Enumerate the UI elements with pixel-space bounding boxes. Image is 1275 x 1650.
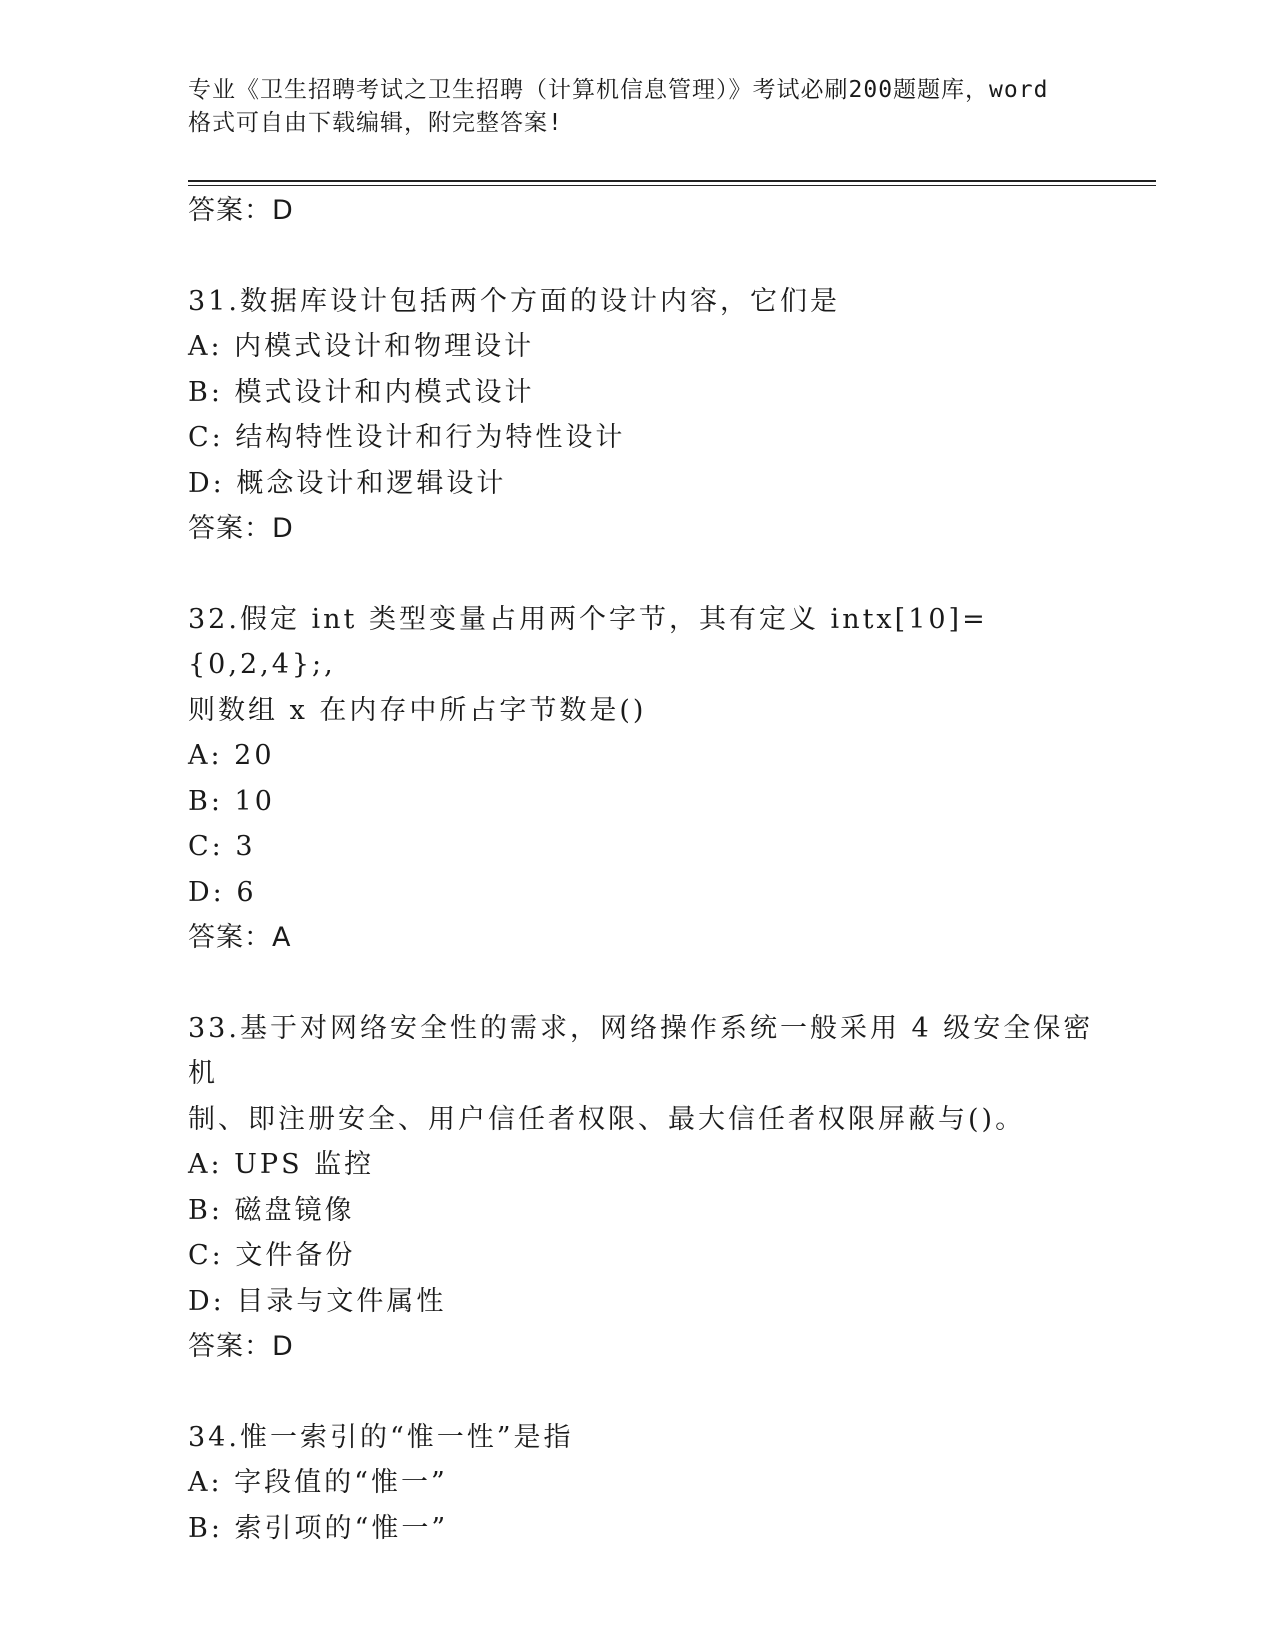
header-line-1: 专业《卫生招聘考试之卫生招聘（计算机信息管理）》考试必刷200题题库，word bbox=[188, 77, 1049, 103]
question-stem-line-2: 则数组 x 在内存中所占字节数是() bbox=[188, 694, 647, 726]
spacer bbox=[188, 234, 1128, 279]
question-block bbox=[188, 1006, 1128, 1370]
option-b: B: 10 bbox=[188, 785, 275, 817]
header-divider-thin bbox=[188, 185, 1156, 186]
option-d: D: 6 bbox=[188, 876, 257, 908]
question-stem-line-1: 33.基于对网络安全性的需求，网络操作系统一般采用 4 级安全保密机 bbox=[188, 1012, 1094, 1089]
spacer bbox=[188, 1370, 1128, 1415]
header-line-2: 格式可自由下载编辑，附完整答案! bbox=[188, 110, 563, 136]
question-stem: 31.数据库设计包括两个方面的设计内容，它们是 bbox=[188, 285, 840, 317]
spacer bbox=[188, 552, 1128, 597]
question-block bbox=[188, 279, 1128, 552]
question-list bbox=[188, 188, 1128, 1551]
document-header-note bbox=[188, 74, 1088, 140]
option-c: C: 结构特性设计和行为特性设计 bbox=[188, 422, 626, 453]
option-a: A: 内模式设计和物理设计 bbox=[188, 331, 535, 362]
option-a: A: UPS 监控 bbox=[188, 1149, 375, 1180]
answer-line: 答案：A bbox=[188, 922, 292, 953]
answer-line: 答案：D bbox=[188, 1331, 294, 1362]
question-block bbox=[188, 597, 1128, 961]
header-divider-thick bbox=[188, 180, 1156, 182]
option-b: B: 磁盘镜像 bbox=[188, 1194, 355, 1226]
spacer bbox=[188, 961, 1128, 1006]
question-block bbox=[188, 1415, 1128, 1552]
question-stem-line-1: 32.假定 int 类型变量占用两个字节，其有定义 intx[10]={0,2,4};, bbox=[188, 603, 988, 680]
option-c: C: 3 bbox=[188, 831, 256, 862]
option-d: D: 概念设计和逻辑设计 bbox=[188, 467, 507, 499]
option-b: B: 模式设计和内模式设计 bbox=[188, 376, 535, 408]
answer-line: 答案：D bbox=[188, 195, 294, 226]
option-c: C: 文件备份 bbox=[188, 1240, 356, 1271]
answer-line: 答案：D bbox=[188, 513, 294, 544]
option-b: B: 索引项的“惟一” bbox=[188, 1512, 449, 1544]
option-a: A: 20 bbox=[188, 740, 275, 771]
option-d: D: 目录与文件属性 bbox=[188, 1285, 447, 1317]
option-a: A: 字段值的“惟一” bbox=[188, 1467, 448, 1498]
question-stem-line-2: 制、即注册安全、用户信任者权限、最大信任者权限屏蔽与()。 bbox=[188, 1103, 1026, 1135]
question-stem: 34.惟一索引的“惟一性”是指 bbox=[188, 1421, 574, 1453]
